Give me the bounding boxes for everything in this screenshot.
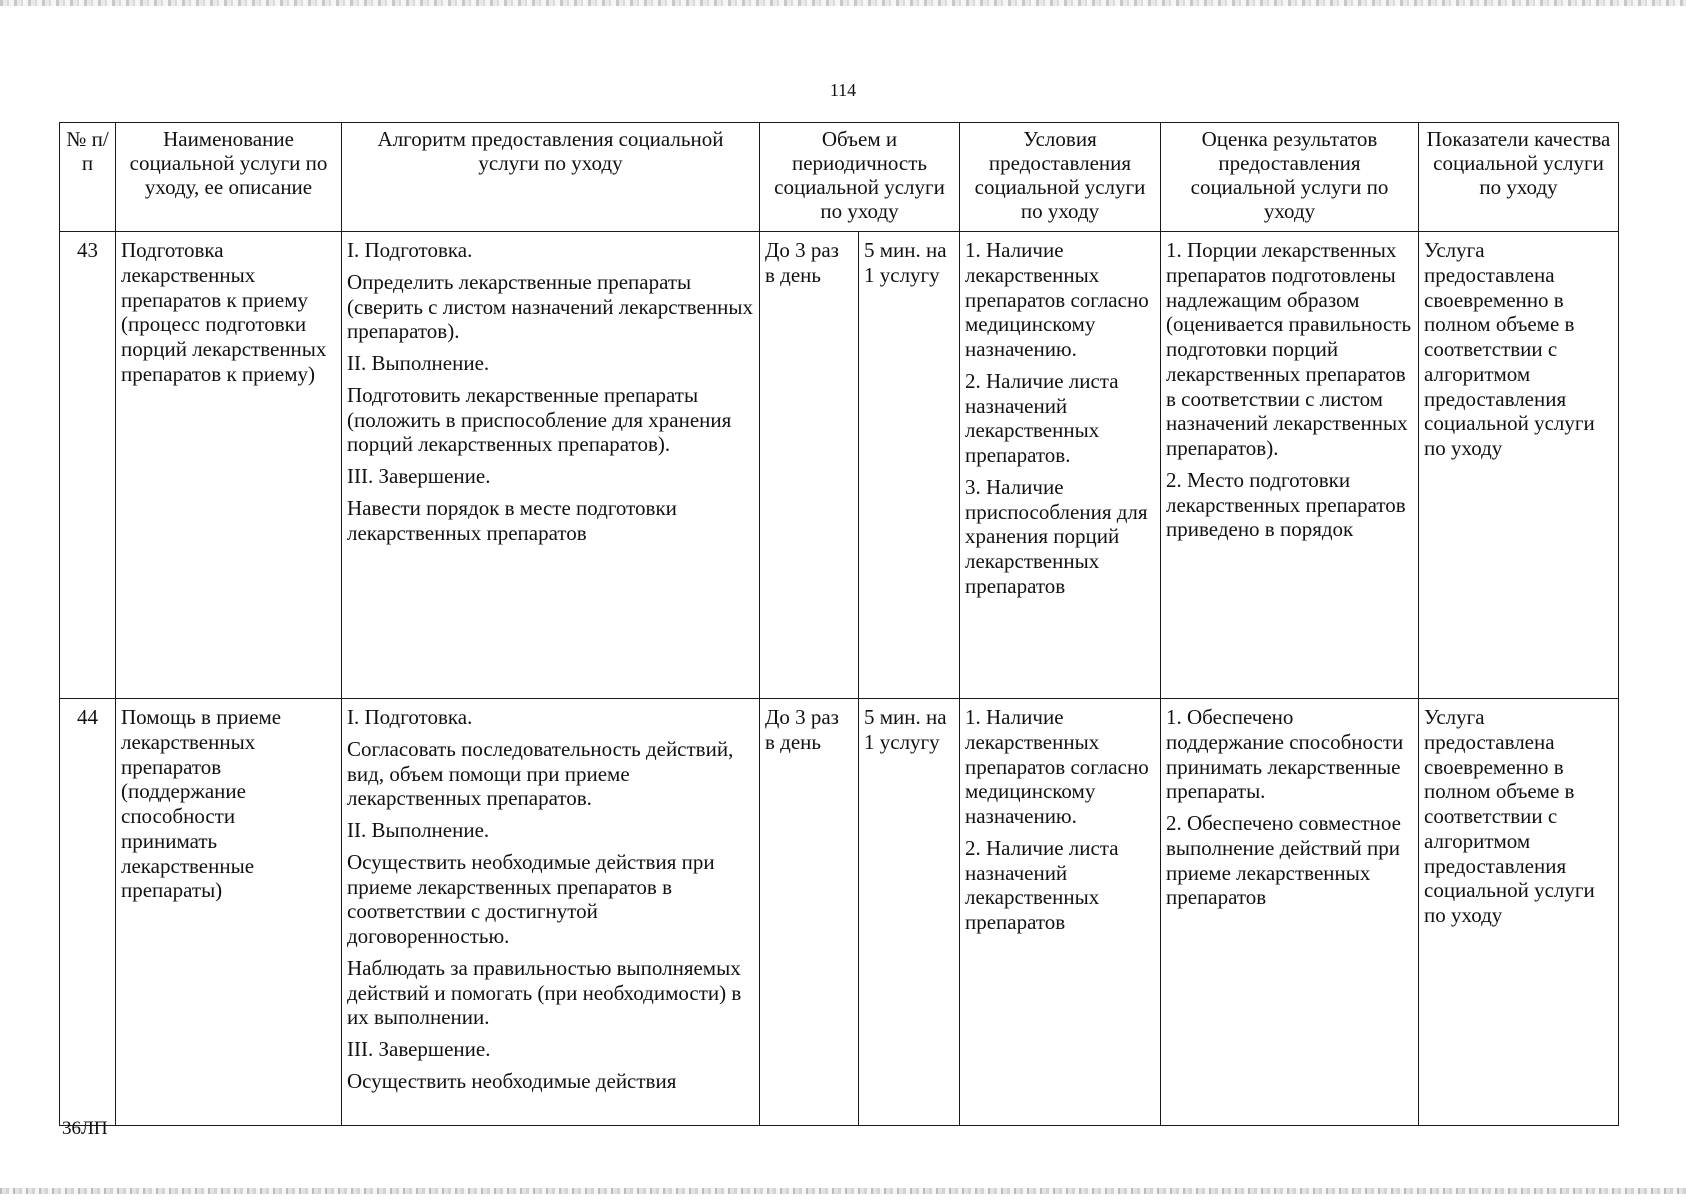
algorithm-step: III. Завершение.	[347, 464, 491, 489]
header-evaluation: Оценка результатов предоставления социальной услуги по уходу	[1161, 123, 1419, 232]
algorithm-step: III. Завершение.	[347, 1037, 491, 1062]
condition-item: 2. Наличие листа назначений лекарственных препаратов.	[965, 368, 1119, 468]
algorithm-step: II. Выполнение.	[347, 351, 490, 376]
service-name: Помощь в приеме лекарственных препаратов (поддержание способности принимать лекарственные препараты)	[116, 699, 342, 1126]
header-num: № п/п	[60, 123, 116, 232]
evaluation-item: 1. Обеспечено поддержание способности принимать лекарственные препараты.	[1166, 705, 1404, 804]
evaluation-cell	[1161, 699, 1419, 1126]
conditions-cell	[960, 699, 1161, 1126]
table-row-44	[60, 699, 1619, 1126]
algorithm-cell	[342, 232, 760, 699]
evaluation-item: 2. Место подготовки лекарственных препаратов приведено в порядок	[1166, 467, 1406, 542]
evaluation-item: 1. Порции лекарственных препаратов подготовлены надлежащим образом (оценивается правильность подготовки порций лекарственных препаратов в соответствии с листом назначений лекарственных препаратов).	[1166, 238, 1412, 461]
quality-cell: Услуга предоставлена своевременно в полном объеме в соответствии с алгоритмом предоставления социальной услуги по уходу	[1419, 699, 1619, 1126]
frequency-cell: До 3 раз в день	[760, 232, 859, 699]
algorithm-step: Подготовить лекарственные препараты (положить в приспособление для хранения порций лекарственных препаратов).	[347, 382, 732, 457]
page-number: 114	[829, 80, 857, 100]
service-name: Подготовка лекарственных препаратов к приему (процесс подготовки порций лекарственных препаратов к приему)	[116, 232, 342, 699]
algorithm-step: II. Выполнение.	[347, 818, 490, 843]
algorithm-step: Осуществить необходимые действия при приеме лекарственных препаратов в соответствии с достигнутой договоренностью.	[347, 849, 715, 949]
table-header-row	[60, 123, 1619, 232]
algorithm-step: Навести порядок в месте подготовки лекарственных препаратов	[347, 495, 677, 545]
header-algorithm: Алгоритм предоставления социальной услуги по уходу	[342, 123, 760, 232]
condition-item: 1. Наличие лекарственных препаратов согласно медицинскому назначению.	[965, 238, 1149, 362]
condition-item: 3. Наличие приспособления для хранения порций лекарственных препаратов	[965, 474, 1148, 598]
evaluation-cell	[1161, 232, 1419, 699]
header-quality: Показатели качества социальной услуги по уходу	[1419, 123, 1619, 232]
algorithm-step: Наблюдать за правильностью выполняемых действий и помогать (при необходимости) в их выполнении.	[347, 955, 742, 1030]
algorithm-step: I. Подготовка.	[347, 705, 473, 729]
table-row-43	[60, 232, 1619, 699]
evaluation-item: 2. Обеспечено совместное выполнение действий при приеме лекарственных препаратов	[1166, 811, 1401, 910]
header-conditions: Условия предоставления социальной услуги по уходу	[960, 123, 1161, 232]
scan-edge-top	[0, 0, 1686, 6]
services-table	[59, 122, 1619, 1126]
algorithm-step: Определить лекарственные препараты (сверить с листом назначений лекарственных препаратов).	[347, 269, 753, 344]
duration-cell: 5 мин. на 1 услугу	[859, 232, 960, 699]
footer-code: 36ЛП	[62, 1118, 108, 1139]
header-name: Наименование социальной услуги по уходу, ее описание	[116, 123, 342, 232]
algorithm-step: Согласовать последовательность действий, вид, объем помощи при приеме лекарственных препаратов.	[347, 736, 734, 811]
duration-cell: 5 мин. на 1 услугу	[859, 699, 960, 1126]
row-number: 44	[60, 699, 116, 1126]
algorithm-cell	[342, 699, 760, 1126]
algorithm-step: Осуществить необходимые действия	[347, 1068, 677, 1093]
condition-item: 1. Наличие лекарственных препаратов согласно медицинскому назначению.	[965, 705, 1149, 829]
frequency-cell: До 3 раз в день	[760, 699, 859, 1126]
algorithm-step: I. Подготовка.	[347, 238, 473, 262]
header-volume: Объем и периодичность социальной услуги по уходу	[760, 123, 960, 232]
scan-edge-bottom	[0, 1188, 1686, 1194]
conditions-cell	[960, 232, 1161, 699]
row-number: 43	[60, 232, 116, 699]
condition-item: 2. Наличие листа назначений лекарственных препаратов	[965, 835, 1119, 935]
quality-cell: Услуга предоставлена своевременно в полном объеме в соответствии с алгоритмом предоставления социальной услуги по уходу	[1419, 232, 1619, 699]
